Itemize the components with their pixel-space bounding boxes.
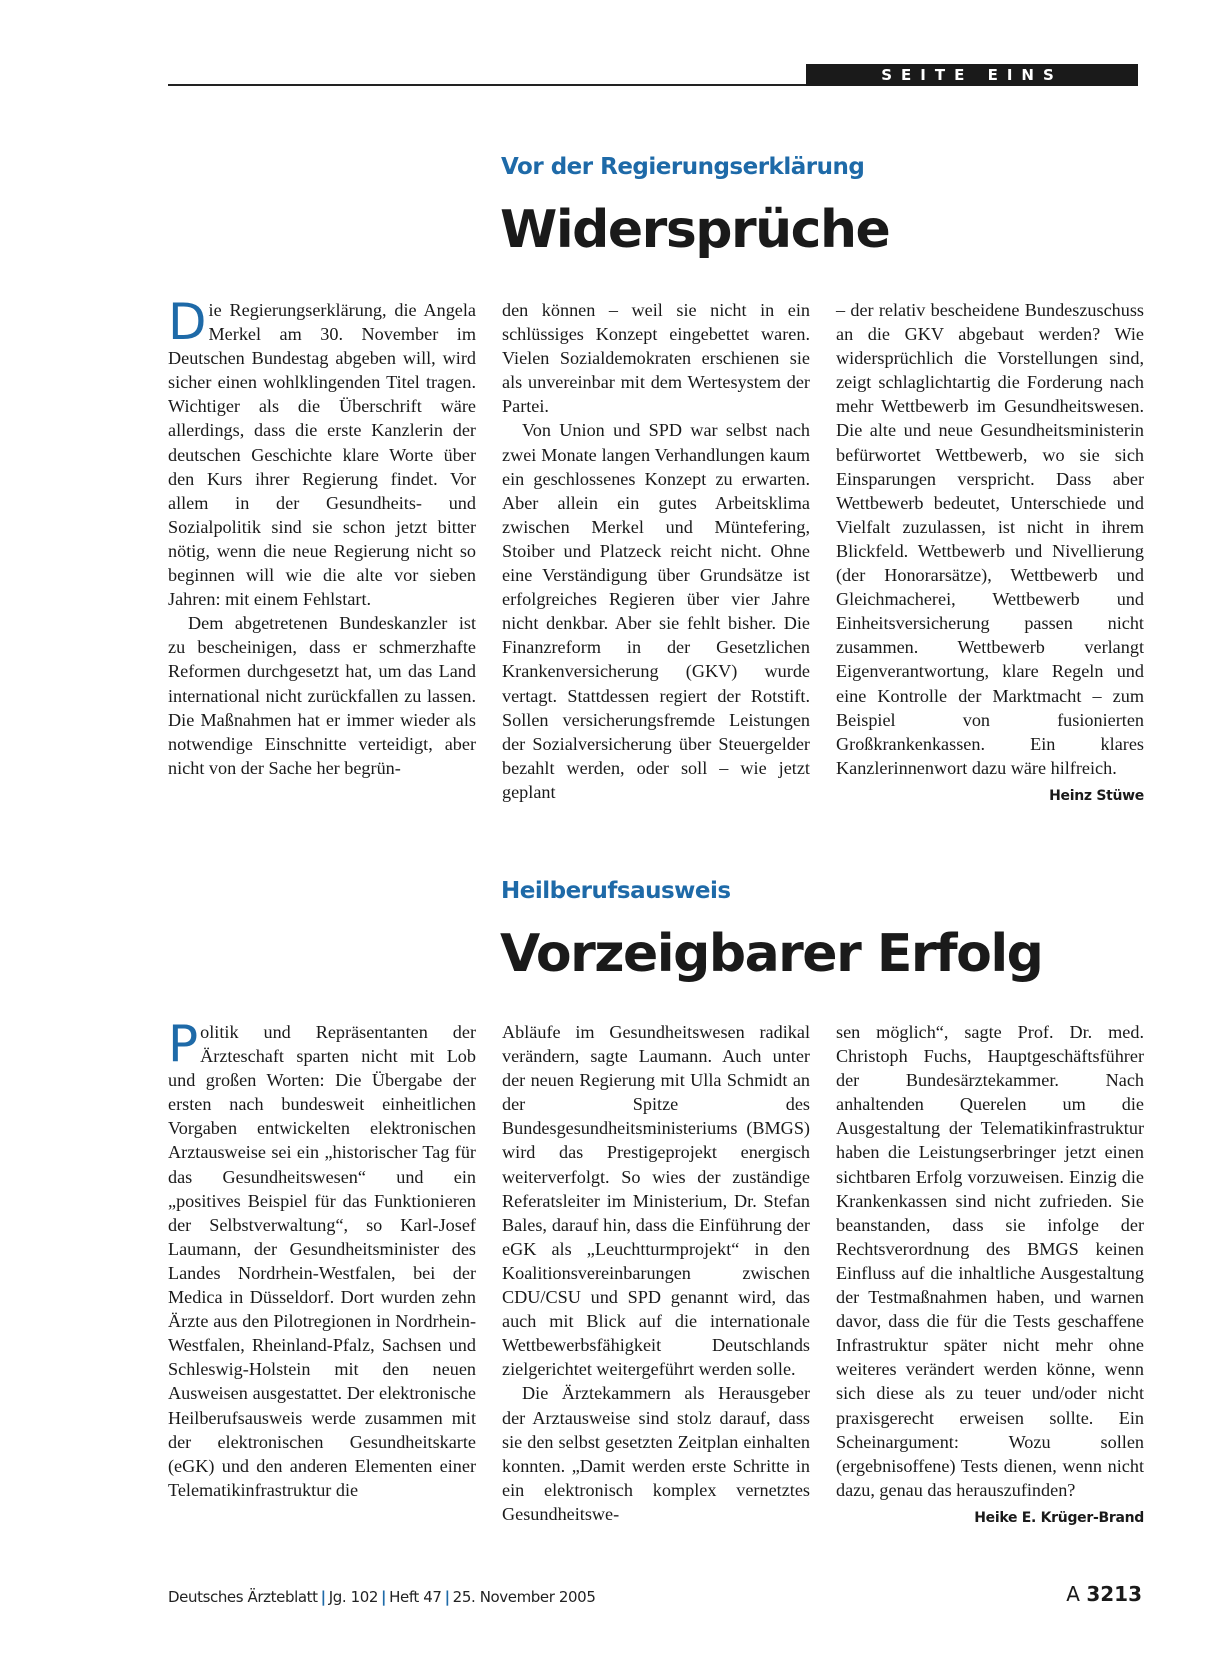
- article2-column-1: [168, 1015, 476, 1502]
- page-number-value: 3213: [1086, 1582, 1142, 1606]
- article2-paragraph: olitik und Repräsentanten der Ärzteschaft sparten nicht mit Lob und großen Worten: Die Übergabe der ersten nach bundesweit einheitlichen Vorgaben entwickelten elektronischen Arztausweise sei ein „historischer Tag für das Gesundheitswesen“ und ein „positives Beispiel für das Funktionieren der Selbstverwaltung“, so Karl-Josef Laumann, der Gesundheitsminister des Landes Nordrhein-Westfalen, bei der Medica in Düsseldorf. Dort wurden zehn Ärzte aus den Pilotregionen in Nordrhein-Westfalen, Rheinland-Pfalz, Sachsen und Schleswig-Holstein mit den neuen Ausweisen ausgestattet. Der elektronische Heilberufsausweis werde zusammen mit der elektronischen Gesundheitskarte (eGK) und den anderen Elementen einer Telematikinfrastruktur die: [168, 1022, 476, 1500]
- page-footer: [168, 1588, 595, 1606]
- article1-column-1: [168, 293, 476, 780]
- footer-separator: |: [444, 1588, 450, 1606]
- article1-paragraph: Dem abgetretenen Bundeskanzler ist zu bescheinigen, dass er schmerzhafte Reformen durchgesetzt hat, um das Land international nicht zurückfallen zu lassen. Die Maßnahmen hat er immer wieder als notwendige Einschnitte verteidigt, aber nicht von der Sache her begrün-: [168, 613, 476, 778]
- article1-dropcap: D: [168, 293, 207, 351]
- footer-journal: Deutsches Ärzteblatt: [168, 1588, 318, 1606]
- page-number: [1066, 1582, 1142, 1606]
- article1-paragraph: – der relativ bescheidene Bundeszuschuss an die GKV abgebaut werden? Wie widersprüchlich die Vorstellungen sind, zeigt schlaglichtartig die Forderung nach mehr Wettbewerb im Gesundheitswesen. Die alte und neue Gesundheitsministerin befürwortet Wettbewerb, wo sie sich Einsparungen verspricht. Dass aber Wettbewerb bedeutet, Unterschiede und Vielfalt zuzulassen, ist nicht in ihrem Blickfeld. Wettbewerb und Nivellierung (der Honorarsätze), Wettbewerb und Gleichmacherei, Wettbewerb und Einheitsversicherung passen nicht zusammen. Wettbewerb verlangt Eigenverantwortung, klare Regeln und eine Kontrolle der Marktmacht – zum Beispiel von fusionierten Großkrankenkassen. Ein klares Kanzlerinnenwort dazu wäre hilfreich.: [836, 300, 1144, 778]
- section-label: SEITE EINS: [806, 64, 1138, 86]
- article2-column-3: [836, 1020, 1144, 1530]
- article2-author: Heike E. Krüger-Brand: [974, 1509, 1144, 1526]
- article1-paragraph: Von Union und SPD war selbst nach zwei Monate langen Verhandlungen kaum ein geschlossenes Konzept zu erwarten. Aber allein ein gutes Arbeitsklima zwischen Merkel und Müntefering, Stoiber und Platzeck reicht nicht. Ohne eine Verständigung über Grundsätze ist erfolgreiches Regieren über vier Jahre nicht denkbar. Aber sie fehlt bisher. Die Finanzreform in der Gesetzlichen Krankenversicherung (GKV) wurde vertagt. Stattdessen regiert der Rotstift. Sollen versicherungsfremde Leistungen der Sozialversicherung über Steuergelder bezahlt werden, oder soll – wie jetzt geplant: [502, 420, 810, 802]
- article1-paragraph: den können – weil sie nicht in ein schlüssiges Konzept eingebettet waren. Vielen Sozialdemokraten erschienen sie als unvereinbar mit dem Wertesystem der Partei.: [502, 300, 810, 417]
- article1-column-2: [502, 298, 810, 804]
- article2-column-2: [502, 1020, 810, 1526]
- article2-paragraph: Die Ärztekammern als Herausgeber der Arztausweise sind stolz darauf, dass sie den selbst gesetzten Zeitplan einhalten konnten. „Damit werden erste Schritte in ein elektronisch komplex vernetztes Gesundheitswe-: [502, 1383, 810, 1524]
- footer-separator: |: [381, 1588, 387, 1606]
- article1-kicker: Vor der Regierungserklärung: [501, 154, 865, 180]
- footer-volume: Jg. 102: [328, 1588, 379, 1606]
- article1-column-3: [836, 298, 1144, 808]
- article2-kicker: Heilberufsausweis: [501, 878, 731, 904]
- article2-paragraph: Abläufe im Gesundheitswesen radikal verändern, sagte Laumann. Auch unter der neuen Regierung mit Ulla Schmidt an der Spitze des Bundesgesundheitsministeriums (BMGS) wird das Prestigeprojekt energisch weiterverfolgt. So wies der zuständige Referatsleiter im Ministerium, Dr. Stefan Bales, darauf hin, dass die Einführung der eGK als „Leuchtturmprojekt“ in den Koalitionsvereinbarungen zwischen CDU/CSU und SPD genannt wird, das auch mit Blick auf die internationale Wettbewerbsfähigkeit Deutschlands zielgerichtet weitergeführt werden solle.: [502, 1022, 810, 1380]
- article1-title: Widersprüche: [500, 200, 890, 260]
- footer-date: 25. November 2005: [452, 1588, 596, 1606]
- page-prefix: A: [1066, 1582, 1080, 1606]
- article1-author: Heinz Stüwe: [1049, 787, 1144, 804]
- article1-paragraph: ie Regierungserklärung, die Angela Merkel am 30. November im Deutschen Bundestag abgeben will, wird sicher einen wohlklingenden Titel tragen. Wichtiger als die Überschrift wäre allerdings, dass die erste Kanzlerin der deutschen Geschichte klare Worte über den Kurs ihrer Regierung findet. Vor allem in der Gesundheits- und Sozialpolitik sind sie schon jetzt bitter nötig, wenn die neue Regierung nicht so beginnen will wie die alte vor sieben Jahren: mit einem Fehlstart.: [168, 300, 476, 610]
- article2-dropcap: P: [168, 1015, 199, 1073]
- article2-title: Vorzeigbarer Erfolg: [500, 924, 1043, 984]
- footer-separator: |: [320, 1588, 326, 1606]
- footer-issue: Heft 47: [389, 1588, 442, 1606]
- article2-paragraph: sen möglich“, sagte Prof. Dr. med. Christoph Fuchs, Hauptgeschäftsführer der Bundesärztekammer. Nach anhaltenden Querelen um die Ausgestaltung der Telematikinfrastruktur haben die Leistungserbringer jetzt einen sichtbaren Erfolg vorzuweisen. Einzig die Krankenkassen sind nicht zufrieden. Sie beanstanden, dass sie infolge der Rechtsverordnung des BMGS keinen Einfluss auf die inhaltliche Ausgestaltung der Testmaßnahmen haben, und warnen davor, dass die für die Tests geschaffene Infrastruktur später nicht mehr ohne weiteres verändert werden könne, wenn sich diese als zu teuer und/oder nicht praxisgerecht erweisen sollte. Ein Scheinargument: Wozu sollen (ergebnisoffene) Tests dienen, wenn nicht dazu, genau das herauszufinden?: [836, 1022, 1144, 1500]
